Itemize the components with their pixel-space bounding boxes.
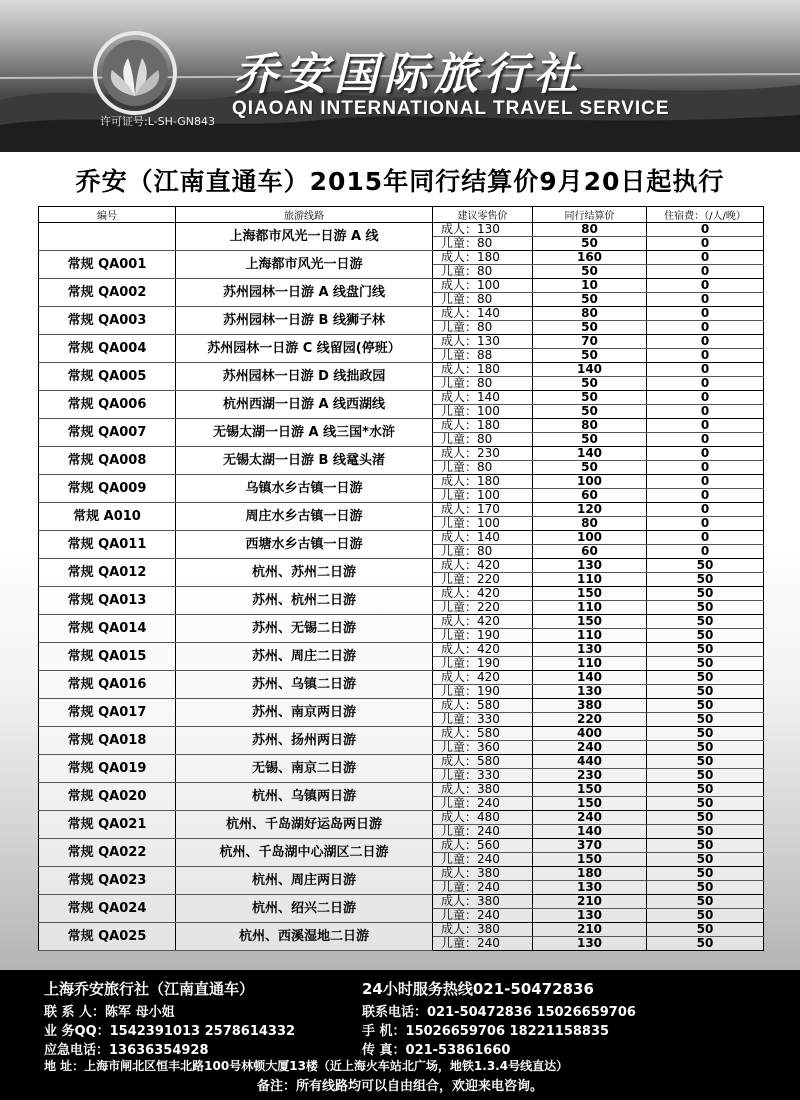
adult-net-price: 100 [533,531,647,545]
adult-net-price: 130 [533,643,647,657]
agency-name-cn: 乔安国际旅行社 [234,49,584,100]
footer-note: 备注：所有线路均可以自由组合，欢迎来电咨询。 [256,1079,543,1094]
child-net-price: 130 [533,909,647,923]
adult-hotel-fee: 0 [647,307,764,321]
tour-code: 常规 QA004 [39,335,176,363]
adult-net-price: 440 [533,755,647,769]
child-hotel-fee: 50 [647,937,764,951]
adult-retail-price: 成人：580 [433,699,533,713]
table-row [39,671,764,685]
tour-code: 常规 QA009 [39,475,176,503]
adult-net-price: 130 [533,559,647,573]
child-net-price: 110 [533,629,647,643]
tour-route: 杭州、周庄两日游 [176,867,433,895]
adult-retail-price: 成人：380 [433,783,533,797]
child-net-price: 50 [533,461,647,475]
child-net-price: 50 [533,349,647,363]
adult-net-price: 150 [533,615,647,629]
adult-hotel-fee: 0 [647,503,764,517]
adult-net-price: 140 [533,671,647,685]
footer-contact-person: 联 系 人：陈军 母小姐 [44,1005,175,1020]
tour-code: 常规 QA016 [39,671,176,699]
child-hotel-fee: 50 [647,853,764,867]
child-retail-price: 儿童：80 [433,433,533,447]
adult-hotel-fee: 50 [647,867,764,881]
tour-code [39,223,176,251]
tour-code: 常规 QA023 [39,867,176,895]
adult-retail-price: 成人：230 [433,447,533,461]
adult-retail-price: 成人：180 [433,419,533,433]
table-row [39,559,764,573]
footer-emergency: 应急电话：13636354928 [44,1043,209,1058]
adult-retail-price: 成人：170 [433,503,533,517]
adult-hotel-fee: 50 [647,923,764,937]
adult-hotel-fee: 50 [647,755,764,769]
child-retail-price: 儿童：100 [433,517,533,531]
table-row [39,615,764,629]
child-net-price: 220 [533,713,647,727]
child-hotel-fee: 0 [647,349,764,363]
child-net-price: 140 [533,825,647,839]
adult-hotel-fee: 0 [647,335,764,349]
adult-hotel-fee: 0 [647,223,764,237]
child-net-price: 130 [533,685,647,699]
table-row [39,811,764,825]
child-hotel-fee: 0 [647,545,764,559]
adult-net-price: 120 [533,503,647,517]
tour-route: 苏州园林一日游 A 线盘门线 [176,279,433,307]
table-row [39,895,764,909]
tour-route: 上海都市风光一日游 A 线 [176,223,433,251]
child-hotel-fee: 0 [647,293,764,307]
tour-code: 常规 QA008 [39,447,176,475]
adult-hotel-fee: 0 [647,447,764,461]
tour-route: 杭州西湖一日游 A 线西湖线 [176,391,433,419]
table-row [39,419,764,433]
child-retail-price: 儿童：80 [433,237,533,251]
table-row [39,363,764,377]
adult-retail-price: 成人：420 [433,615,533,629]
tour-code: 常规 QA021 [39,811,176,839]
tour-route: 无锡、南京二日游 [176,755,433,783]
child-net-price: 50 [533,293,647,307]
child-hotel-fee: 50 [647,769,764,783]
child-retail-price: 儿童：220 [433,601,533,615]
adult-net-price: 400 [533,727,647,741]
child-retail-price: 儿童：220 [433,573,533,587]
child-net-price: 50 [533,405,647,419]
footer-mobile: 手 机：15026659706 18221158835 [362,1024,610,1039]
adult-hotel-fee: 50 [647,643,764,657]
adult-net-price: 150 [533,783,647,797]
adult-hotel-fee: 50 [647,839,764,853]
child-retail-price: 儿童：240 [433,937,533,951]
child-hotel-fee: 0 [647,517,764,531]
child-hotel-fee: 0 [647,405,764,419]
adult-hotel-fee: 0 [647,419,764,433]
tour-code: 常规 QA002 [39,279,176,307]
child-net-price: 150 [533,797,647,811]
adult-hotel-fee: 50 [647,699,764,713]
child-retail-price: 儿童：190 [433,629,533,643]
footer-fax: 传 真：021-53861660 [362,1043,511,1058]
child-hotel-fee: 50 [647,741,764,755]
child-net-price: 110 [533,601,647,615]
child-net-price: 230 [533,769,647,783]
footer-hotline: 24小时服务热线021-50472836 [362,980,594,998]
header-net-price: 同行结算价 [533,207,647,223]
table-row [39,587,764,601]
child-retail-price: 儿童：100 [433,489,533,503]
adult-net-price: 80 [533,419,647,433]
adult-hotel-fee: 0 [647,531,764,545]
tour-code: 常规 QA005 [39,363,176,391]
footer-qq: 业 务QQ：1542391013 2578614332 [44,1024,296,1039]
tour-route: 苏州园林一日游 B 线狮子林 [176,307,433,335]
adult-retail-price: 成人：180 [433,363,533,377]
adult-hotel-fee: 50 [647,559,764,573]
child-retail-price: 儿童：80 [433,265,533,279]
tour-route: 上海都市风光一日游 [176,251,433,279]
adult-retail-price: 成人：420 [433,559,533,573]
header-route: 旅游线路 [176,207,433,223]
adult-retail-price: 成人：140 [433,391,533,405]
adult-net-price: 210 [533,895,647,909]
child-net-price: 110 [533,573,647,587]
tour-code: 常规 A010 [39,503,176,531]
tour-route: 杭州、绍兴二日游 [176,895,433,923]
tour-route: 西塘水乡古镇一日游 [176,531,433,559]
table-row [39,307,764,321]
child-hotel-fee: 0 [647,237,764,251]
child-retail-price: 儿童：80 [433,321,533,335]
table-row [39,867,764,881]
child-hotel-fee: 50 [647,629,764,643]
tour-route: 苏州、无锡二日游 [176,615,433,643]
tour-route: 杭州、千岛湖中心湖区二日游 [176,839,433,867]
child-retail-price: 儿童：360 [433,741,533,755]
table-row [39,699,764,713]
adult-retail-price: 成人：580 [433,755,533,769]
tour-route: 苏州、南京两日游 [176,699,433,727]
footer-company: 上海乔安旅行社（江南直通车） [44,980,255,998]
tour-code: 常规 QA015 [39,643,176,671]
child-retail-price: 儿童：88 [433,349,533,363]
agency-name-en: QIAOAN INTERNATIONAL TRAVEL SERVICE [232,98,670,119]
header-banner [0,0,800,152]
tour-code: 常规 QA011 [39,531,176,559]
child-retail-price: 儿童：240 [433,909,533,923]
child-retail-price: 儿童：100 [433,405,533,419]
adult-net-price: 380 [533,699,647,713]
adult-retail-price: 成人：420 [433,643,533,657]
adult-retail-price: 成人：100 [433,279,533,293]
table-row [39,251,764,265]
agency-logo-icon [92,30,178,116]
adult-hotel-fee: 50 [647,727,764,741]
table-row [39,755,764,769]
adult-net-price: 160 [533,251,647,265]
price-table [38,206,764,951]
child-retail-price: 儿童：80 [433,461,533,475]
adult-hotel-fee: 0 [647,251,764,265]
child-hotel-fee: 50 [647,797,764,811]
adult-hotel-fee: 50 [647,811,764,825]
child-hotel-fee: 0 [647,321,764,335]
table-row [39,643,764,657]
child-hotel-fee: 50 [647,881,764,895]
adult-retail-price: 成人：480 [433,811,533,825]
tour-code: 常规 QA006 [39,391,176,419]
table-header-row [39,207,764,223]
adult-net-price: 150 [533,587,647,601]
table-row [39,727,764,741]
table-row [39,279,764,293]
adult-net-price: 140 [533,447,647,461]
adult-retail-price: 成人：130 [433,335,533,349]
tour-route: 无锡太湖一日游 A 线三国*水浒 [176,419,433,447]
child-hotel-fee: 50 [647,909,764,923]
adult-retail-price: 成人：180 [433,475,533,489]
tour-code: 常规 QA020 [39,783,176,811]
child-net-price: 240 [533,741,647,755]
adult-net-price: 50 [533,391,647,405]
child-net-price: 60 [533,545,647,559]
child-net-price: 130 [533,881,647,895]
child-net-price: 50 [533,433,647,447]
tour-code: 常规 QA003 [39,307,176,335]
child-retail-price: 儿童：80 [433,293,533,307]
tour-route: 杭州、西溪湿地二日游 [176,923,433,951]
footer-contact [0,970,800,1100]
header-hotel-fee: 住宿费：（/人/晚） [647,207,764,223]
table-row [39,783,764,797]
table-row [39,391,764,405]
adult-retail-price: 成人：380 [433,923,533,937]
child-retail-price: 儿童：240 [433,825,533,839]
adult-net-price: 10 [533,279,647,293]
table-row [39,923,764,937]
child-hotel-fee: 0 [647,461,764,475]
child-net-price: 50 [533,377,647,391]
adult-hotel-fee: 0 [647,475,764,489]
adult-retail-price: 成人：380 [433,895,533,909]
footer-address: 地 址：上海市闸北区恒丰北路100号林顿大厦13楼（近上海火车站北广场，地铁1.3.4号线直达） [44,1059,569,1073]
adult-net-price: 100 [533,475,647,489]
license-number: 许可证号:L-SH-GN843 [100,115,215,128]
child-hotel-fee: 0 [647,377,764,391]
table-row [39,447,764,461]
adult-retail-price: 成人：380 [433,867,533,881]
adult-net-price: 180 [533,867,647,881]
adult-net-price: 140 [533,363,647,377]
child-retail-price: 儿童：330 [433,769,533,783]
adult-net-price: 80 [533,223,647,237]
adult-retail-price: 成人：420 [433,671,533,685]
footer-phone: 联系电话：021-50472836 15026659706 [362,1005,636,1020]
tour-route: 苏州、杭州二日游 [176,587,433,615]
adult-hotel-fee: 50 [647,895,764,909]
tour-route: 周庄水乡古镇一日游 [176,503,433,531]
child-hotel-fee: 50 [647,825,764,839]
tour-code: 常规 QA007 [39,419,176,447]
adult-net-price: 210 [533,923,647,937]
tour-route: 苏州、周庄二日游 [176,643,433,671]
tour-code: 常规 QA013 [39,587,176,615]
child-net-price: 150 [533,853,647,867]
child-retail-price: 儿童：80 [433,545,533,559]
adult-hotel-fee: 0 [647,363,764,377]
child-net-price: 50 [533,265,647,279]
tour-code: 常规 QA022 [39,839,176,867]
adult-hotel-fee: 50 [647,783,764,797]
adult-retail-price: 成人：420 [433,587,533,601]
tour-code: 常规 QA019 [39,755,176,783]
adult-hotel-fee: 50 [647,587,764,601]
adult-net-price: 370 [533,839,647,853]
adult-retail-price: 成人：140 [433,531,533,545]
child-hotel-fee: 50 [647,657,764,671]
child-retail-price: 儿童：330 [433,713,533,727]
tour-code: 常规 QA025 [39,923,176,951]
adult-hotel-fee: 0 [647,279,764,293]
table-row [39,223,764,237]
tour-route: 杭州、乌镇两日游 [176,783,433,811]
child-retail-price: 儿童：190 [433,685,533,699]
tour-route: 苏州园林一日游 D 线拙政园 [176,363,433,391]
child-hotel-fee: 0 [647,265,764,279]
child-net-price: 80 [533,517,647,531]
adult-hotel-fee: 50 [647,615,764,629]
tour-code: 常规 QA024 [39,895,176,923]
child-net-price: 60 [533,489,647,503]
table-row [39,839,764,853]
child-hotel-fee: 0 [647,433,764,447]
child-retail-price: 儿童：190 [433,657,533,671]
price-table-body [39,223,764,951]
adult-net-price: 240 [533,811,647,825]
tour-route: 无锡太湖一日游 B 线鼋头渚 [176,447,433,475]
tour-route: 苏州、扬州两日游 [176,727,433,755]
tour-code: 常规 QA018 [39,727,176,755]
tour-code: 常规 QA017 [39,699,176,727]
table-row [39,531,764,545]
tour-route: 杭州、苏州二日游 [176,559,433,587]
table-row [39,475,764,489]
child-hotel-fee: 50 [647,713,764,727]
child-hotel-fee: 50 [647,573,764,587]
table-row [39,503,764,517]
child-net-price: 110 [533,657,647,671]
table-row [39,335,764,349]
child-retail-price: 儿童：80 [433,377,533,391]
tour-route: 苏州园林一日游 C 线留园(停班） [176,335,433,363]
child-net-price: 50 [533,237,647,251]
child-retail-price: 儿童：240 [433,881,533,895]
tour-route: 杭州、千岛湖好运岛两日游 [176,811,433,839]
child-hotel-fee: 50 [647,601,764,615]
tour-code: 常规 QA012 [39,559,176,587]
adult-retail-price: 成人：140 [433,307,533,321]
tour-code: 常规 QA001 [39,251,176,279]
page-title: 乔安（江南直通车）2015年同行结算价9月20日起执行 [75,167,725,196]
adult-net-price: 80 [533,307,647,321]
child-hotel-fee: 50 [647,685,764,699]
child-retail-price: 儿童：240 [433,853,533,867]
adult-retail-price: 成人：180 [433,251,533,265]
tour-route: 乌镇水乡古镇一日游 [176,475,433,503]
adult-retail-price: 成人：130 [433,223,533,237]
tour-code: 常规 QA014 [39,615,176,643]
child-retail-price: 儿童：240 [433,797,533,811]
child-hotel-fee: 0 [647,489,764,503]
header-retail-price: 建议零售价 [433,207,533,223]
adult-hotel-fee: 0 [647,391,764,405]
header-code: 编号 [39,207,176,223]
adult-retail-price: 成人：560 [433,839,533,853]
adult-retail-price: 成人：580 [433,727,533,741]
child-net-price: 50 [533,321,647,335]
adult-net-price: 70 [533,335,647,349]
tour-route: 苏州、乌镇二日游 [176,671,433,699]
child-net-price: 130 [533,937,647,951]
adult-hotel-fee: 50 [647,671,764,685]
